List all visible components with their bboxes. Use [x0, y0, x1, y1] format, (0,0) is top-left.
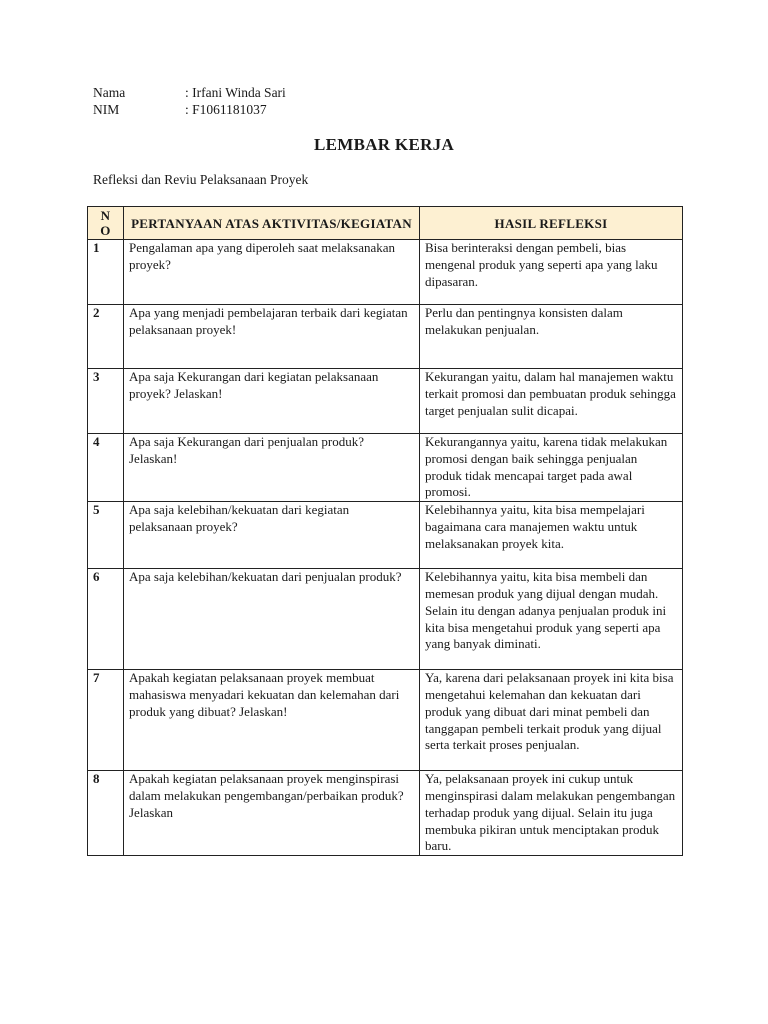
row-answer: Bisa berinteraksi dengan pembeli, bias mengenal produk yang seperti apa yang laku dipasaran. — [420, 240, 683, 305]
nim-label: NIM — [93, 102, 120, 117]
table-row — [88, 240, 683, 305]
table-row — [88, 771, 683, 856]
header-no-line1: N — [100, 208, 111, 223]
row-answer: Kekurangannya yaitu, karena tidak melakukan promosi dengan baik sehingga penjualan produk tidak mencapai target pada awal promosi. — [420, 434, 683, 502]
table-row — [88, 670, 683, 771]
row-question: Apa saja Kekurangan dari kegiatan pelaksanaan proyek? Jelaskan! — [124, 369, 420, 434]
row-question: Apa saja Kekurangan dari penjualan produk? Jelaskan! — [124, 434, 420, 502]
page-title: LEMBAR KERJA — [313, 135, 455, 154]
row-number: 2 — [88, 305, 124, 369]
table-row — [88, 369, 683, 434]
table-row — [88, 434, 683, 502]
row-question: Apakah kegiatan pelaksanaan proyek membuat mahasiswa menyadari kekuatan dan kelemahan dari produk yang dibuat? Jelaskan! — [124, 670, 420, 771]
row-number: 1 — [88, 240, 124, 305]
student-nim-row — [93, 101, 286, 118]
row-question: Apa yang menjadi pembelajaran terbaik dari kegiatan pelaksanaan proyek! — [124, 305, 420, 369]
table-row — [88, 569, 683, 670]
reflection-table — [87, 206, 683, 856]
row-number: 5 — [88, 502, 124, 569]
table-row — [88, 305, 683, 369]
student-name-row — [93, 84, 286, 101]
row-question: Apa saja kelebihan/kekuatan dari penjualan produk? — [124, 569, 420, 670]
row-answer: Ya, pelaksanaan proyek ini cukup untuk menginspirasi dalam melakukan pengembangan terhadap produk yang dijual. Selain itu juga membuka pikiran untuk menciptakan produk baru. — [420, 771, 683, 856]
row-question: Apakah kegiatan pelaksanaan proyek menginspirasi dalam melakukan pengembangan/perbaikan produk? Jelaskan — [124, 771, 420, 856]
header-answer: HASIL REFLEKSI — [420, 207, 683, 240]
row-number: 6 — [88, 569, 124, 670]
table-row — [88, 502, 683, 569]
header-no — [88, 207, 124, 240]
row-number: 7 — [88, 670, 124, 771]
page-subtitle: Refleksi dan Reviu Pelaksanaan Proyek — [93, 172, 309, 187]
row-answer: Kekurangan yaitu, dalam hal manajemen waktu terkait promosi dan pembuatan produk sehingga target penjualan sulit dicapai. — [420, 369, 683, 434]
row-number: 8 — [88, 771, 124, 856]
name-value: : Irfani Winda Sari — [185, 85, 286, 100]
name-label: Nama — [93, 85, 126, 100]
row-number: 4 — [88, 434, 124, 502]
table-header-row — [88, 207, 683, 240]
student-info — [93, 84, 286, 118]
header-question: PERTANYAAN ATAS AKTIVITAS/KEGIATAN — [124, 207, 420, 240]
row-question: Pengalaman apa yang diperoleh saat melaksanakan proyek? — [124, 240, 420, 305]
nim-value: : F1061181037 — [185, 102, 267, 117]
row-number: 3 — [88, 369, 124, 434]
row-question: Apa saja kelebihan/kekuatan dari kegiatan pelaksanaan proyek? — [124, 502, 420, 569]
row-answer: Perlu dan pentingnya konsisten dalam melakukan penjualan. — [420, 305, 683, 369]
row-answer: Ya, karena dari pelaksanaan proyek ini kita bisa mengetahui kelemahan dan kekuatan dari produk yang dibuat dari minat pembeli dan tanggapan pembeli terkait produk yang dijual serta terkait proses penjualan. — [420, 670, 683, 771]
row-answer: Kelebihannya yaitu, kita bisa membeli dan memesan produk yang dijual dengan mudah. Selain itu dengan adanya penjualan produk ini kita bisa mengetahui produk yang seperti apa yang banyak diminati. — [420, 569, 683, 670]
row-answer: Kelebihannya yaitu, kita bisa mempelajari bagaimana cara manajemen waktu untuk melaksanakan proyek kita. — [420, 502, 683, 569]
header-no-line2: O — [100, 223, 111, 238]
